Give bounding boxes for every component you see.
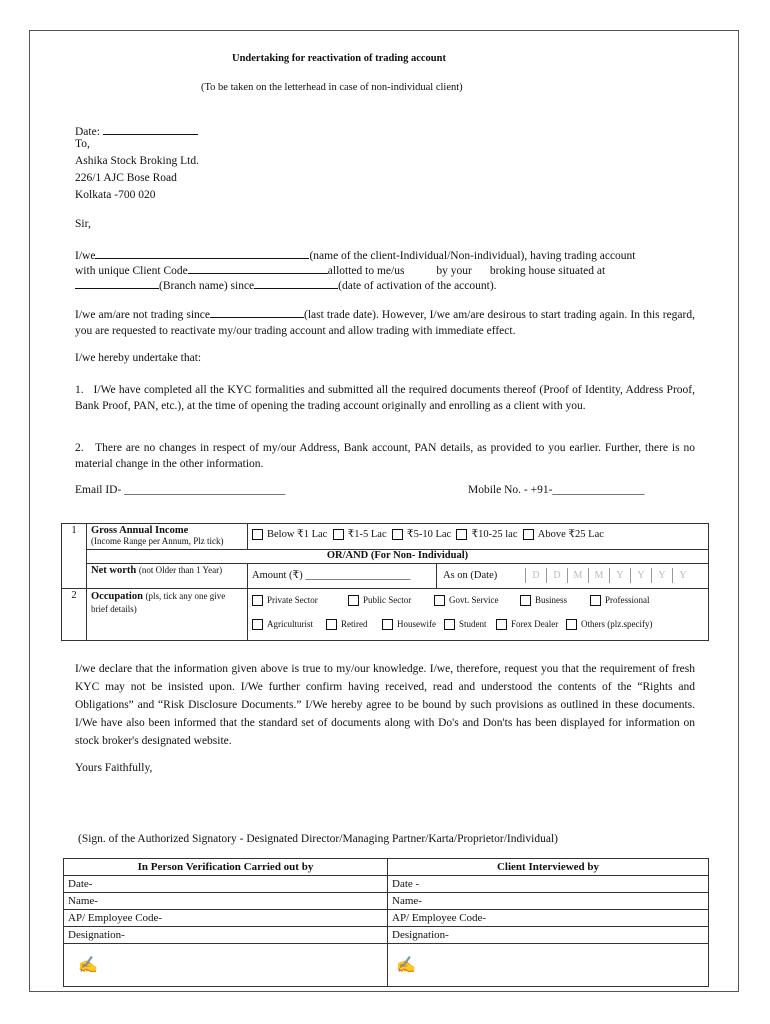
checkbox-icon xyxy=(326,619,337,630)
checkbox-icon xyxy=(434,595,445,606)
checkbox-icon xyxy=(590,595,601,606)
checkbox-icon xyxy=(252,619,263,630)
undertake-heading: I/we hereby undertake that: xyxy=(75,352,202,364)
date-line xyxy=(75,124,198,138)
date-label: Date: xyxy=(75,126,100,138)
broking-house-label: broking house situated at xyxy=(489,265,606,277)
verifier-employee-code-field[interactable]: AP/ Employee Code- xyxy=(64,910,388,927)
intro-line-1 xyxy=(75,248,636,262)
income-options xyxy=(248,524,709,550)
client-code-field[interactable] xyxy=(188,263,328,274)
date-box-d2[interactable]: D xyxy=(546,568,567,583)
gross-income-title: Gross Annual Income xyxy=(91,525,189,536)
occupation-retired[interactable]: Retired xyxy=(326,619,382,630)
verifier-designation-field[interactable]: Designation- xyxy=(64,927,388,944)
occupation-private-sector[interactable]: Private Sector xyxy=(252,595,348,606)
checkbox-icon xyxy=(444,619,455,630)
point-1: 1. I/We have completed all the KYC formalities and submitted all the required documents thereof (Proof of Identity, Address Proof, Bank Proof, PAN, etc.), at the time of opening the trading account originally and enrolling as a client with you. xyxy=(75,384,695,412)
date-box-y3[interactable]: Y xyxy=(651,568,672,583)
amount-field[interactable]: Amount (₹) ____________________ xyxy=(248,564,437,589)
checkbox-icon xyxy=(252,529,263,540)
net-worth-title: Net worth xyxy=(91,565,137,576)
not-trading-paragraph xyxy=(75,307,695,339)
not-trading-lead: I/we am/are not trading since xyxy=(75,309,210,321)
intro-line-2 xyxy=(75,263,605,277)
date-box-y1[interactable]: Y xyxy=(609,568,630,583)
income-option-1[interactable]: Below ₹1 Lac xyxy=(252,529,327,540)
verifier-signature-field[interactable] xyxy=(64,944,388,987)
signatory-caption: (Sign. of the Authorized Signatory - Designated Director/Managing Partner/Karta/Proprietor/Individual) xyxy=(78,833,559,845)
date-box-d1[interactable]: D xyxy=(525,568,546,583)
document-title: Undertaking for reactivation of trading account xyxy=(232,53,446,64)
occupation-others[interactable]: Others (plz.specify) xyxy=(566,619,652,630)
to-label: To, xyxy=(75,138,90,150)
as-on-label: As on (Date) xyxy=(443,570,498,581)
intro-line-3 xyxy=(75,278,497,292)
verifier-name-field[interactable]: Name- xyxy=(64,893,388,910)
branch-caption: (Branch name) since xyxy=(159,280,255,292)
checkbox-icon xyxy=(566,619,577,630)
date-box-y2[interactable]: Y xyxy=(630,568,651,583)
income-option-4[interactable]: ₹10-25 lac xyxy=(456,529,517,540)
date-box-y4[interactable]: Y xyxy=(672,568,693,583)
occupation-govt-service[interactable]: Govt. Service xyxy=(434,595,520,606)
checkbox-icon xyxy=(392,529,403,540)
verification-right-header: Client Interviewed by xyxy=(388,859,709,876)
pen-signature-icon: ✍ xyxy=(396,957,416,974)
intro-name-caption: (name of the client-Individual/Non-individual), having trading account xyxy=(309,250,636,262)
checkbox-icon xyxy=(382,619,393,630)
net-worth-label xyxy=(87,564,248,589)
client-code-label: with unique Client Code xyxy=(75,265,188,277)
verification-left-header: In Person Verification Carried out by xyxy=(64,859,388,876)
occupation-student[interactable]: Student xyxy=(444,619,496,630)
checkbox-icon xyxy=(520,595,531,606)
verifier-date-field[interactable]: Date- xyxy=(64,876,388,893)
kyc-table xyxy=(61,523,709,641)
checkbox-icon xyxy=(333,529,344,540)
or-and-heading: OR/AND (For Non- Individual) xyxy=(87,550,709,564)
activation-caption: (date of activation of the account). xyxy=(338,280,497,292)
checkbox-icon xyxy=(523,529,534,540)
income-option-3[interactable]: ₹5-10 Lac xyxy=(392,529,451,540)
mobile-field[interactable]: Mobile No. - +91-________________ xyxy=(468,484,645,496)
interviewer-designation-field[interactable]: Designation- xyxy=(388,927,709,944)
allotted-label: allotted to me/us xyxy=(327,265,405,277)
checkbox-icon xyxy=(348,595,359,606)
date-box-m1[interactable]: M xyxy=(567,568,588,583)
checkbox-icon xyxy=(252,595,263,606)
by-your-label: by your xyxy=(436,265,472,277)
date-field[interactable] xyxy=(103,124,198,135)
occupation-title: Occupation xyxy=(91,591,143,602)
gross-income-label xyxy=(87,524,248,550)
row-number-2: 2 xyxy=(62,589,87,641)
net-worth-hint: (not Older than 1 Year) xyxy=(138,565,223,575)
document-subtitle: (To be taken on the letterhead in case of non-individual client) xyxy=(201,82,463,93)
occupation-professional[interactable]: Professional xyxy=(590,595,650,606)
occupation-options xyxy=(248,589,709,641)
company-name: Ashika Stock Broking Ltd. xyxy=(75,155,199,167)
activation-date-field[interactable] xyxy=(254,278,338,289)
interviewer-employee-code-field[interactable]: AP/ Employee Code- xyxy=(388,910,709,927)
checkbox-icon xyxy=(456,529,467,540)
not-trading-body: (last trade date). However, I/we am/are desirous to start trading again. In this regard, you are requested to reactivate my/our trading account and allow trading with immediate effect. xyxy=(75,309,695,337)
occupation-label xyxy=(87,589,248,641)
branch-name-field[interactable] xyxy=(75,278,159,289)
gross-income-hint: (Income Range per Annum, Plz tick) xyxy=(91,536,224,546)
company-street: 226/1 AJC Bose Road xyxy=(75,172,177,184)
row-number-1: 1 xyxy=(62,524,87,589)
occupation-forex-dealer[interactable]: Forex Dealer xyxy=(496,619,566,630)
last-trade-date-field[interactable] xyxy=(210,307,304,318)
income-option-2[interactable]: ₹1-5 Lac xyxy=(333,529,387,540)
date-box-m2[interactable]: M xyxy=(588,568,609,583)
occupation-business[interactable]: Business xyxy=(520,595,590,606)
occupation-hint: (pls, tick any one give brief details) xyxy=(91,591,226,614)
interviewer-signature-field[interactable] xyxy=(388,944,709,987)
verification-table xyxy=(63,858,709,987)
intro-iwe: I/we xyxy=(75,250,96,262)
salutation: Sir, xyxy=(75,218,91,230)
closing: Yours Faithfully, xyxy=(75,762,153,774)
occupation-housewife[interactable]: Housewife xyxy=(382,619,444,630)
declaration-paragraph: I/we declare that the information given above is true to my/our knowledge. I/we, therefore, request you that the requirement of fresh KYC may not be insisted upon. I/We further confirm having received, read and understood the contents of the “Rights and Obligations” and “Risk Disclosure Documents.” I/We hereby agree to be bound by such provisions as outlined in these documents. I/We have also been informed that the standard set of documents along with Do's and Don'ts has been displayed for information on stock broker's designated website. xyxy=(75,663,695,747)
income-option-5[interactable]: Above ₹25 Lac xyxy=(523,529,604,540)
as-on-date xyxy=(437,564,709,589)
pen-signature-icon: ✍ xyxy=(78,957,98,974)
email-field[interactable]: Email ID- ____________________________ xyxy=(75,484,286,496)
checkbox-icon xyxy=(496,619,507,630)
occupation-public-sector[interactable]: Public Sector xyxy=(348,595,434,606)
occupation-agriculturist[interactable]: Agriculturist xyxy=(252,619,326,630)
interviewer-date-field[interactable]: Date - xyxy=(388,876,709,893)
point-2: 2. There are no changes in respect of my/our Address, Bank account, PAN details, as provided to you earlier. Further, there is no material change in the other information. xyxy=(75,442,695,470)
company-city: Kolkata -700 020 xyxy=(75,189,156,201)
client-name-field[interactable] xyxy=(95,248,309,259)
interviewer-name-field[interactable]: Name- xyxy=(388,893,709,910)
